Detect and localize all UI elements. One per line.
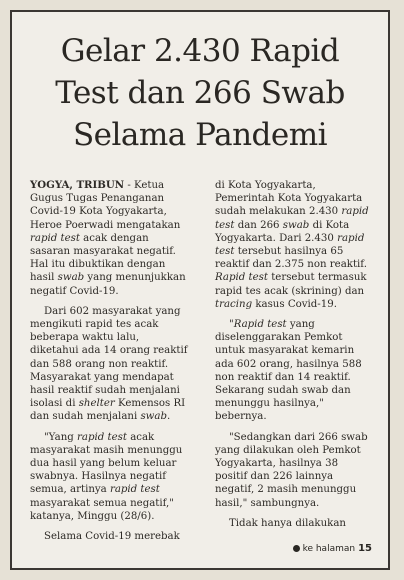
italic-term: rapid test [109,484,160,496]
italic-term: rapid test [30,232,80,244]
text-run: "Yang [44,431,78,443]
paragraph: Selama Covid-19 merebak [44,531,180,543]
dateline: YOGYA, TRIBUN [30,179,125,191]
paragraph [30,431,190,523]
paragraph [215,179,373,311]
paragraph [215,318,373,424]
italic-term: Rapid test [215,272,268,284]
bullet-icon [293,545,300,552]
article-column-right [215,179,373,530]
italic-term: tracing [215,298,253,310]
text-run: di Kota Yogyakarta. Dari 2.430 [215,219,350,244]
continuation-page-number: 15 [358,543,372,554]
text-run: Kemensos RI dan sudah menjalani [30,398,186,423]
paragraph [30,305,190,424]
text-run: tersebut hasilnya 65 reaktif dan 2.375 non reaktif. [215,246,367,271]
text-run: tersebut termasuk rapid tes acak (skrining) dan [215,272,367,297]
italic-term: Rapid test [233,319,287,331]
article-column-left [30,179,190,543]
text-run: dan 266 [234,219,283,231]
continuation-label: ke halaman [302,543,356,554]
headline-line-1: Gelar 2.430 Rapid [60,33,340,69]
italic-term: rapid test [77,431,127,443]
italic-term: swab [140,411,167,423]
text-run: " [229,319,234,331]
headline-line-3: Selama Pandemi [72,117,328,153]
text-run: di Kota Yogyakarta, Pemerintah Kota Yogyakarta sudah melakukan 2.430 [215,180,363,218]
text-run: - Ketua Gugus Tugas Penanganan Covid-19 Kota Yogyakarta, Heroe Poerwadi mengatakan [30,180,181,231]
text-run: masyarakat semua negatif," katanya, Minggu (28/6). [30,497,174,522]
paragraph: Tidak hanya dilakukan [229,517,346,529]
text-run: Dari 602 masyarakat yang mengikuti rapid tes acak beberapa waktu lalu, diketahui ada 14 orang reaktif dan 588 orang non reaktif. Masyarakat yang mendapat hasil reaktif sudah menjalani isolasi di [30,305,188,410]
paragraph: "Sedangkan dari 266 swab yang dilakukan oleh Pemkot Yogyakarta, hasilnya 38 positif dan 226 lainnya negatif, 2 masih menunggu hasil," sambungnya. [215,431,368,509]
text-run: acak masyarakat masih menunggu dua hasil yang belum keluar swabnya. Hasilnya negatif semua, artinya [30,431,183,496]
text-run: acak dengan sasaran masyarakat negatif. Hal itu dibuktikan dengan hasil [30,232,176,284]
headline-line-2: Test dan 266 Swab [55,75,345,111]
text-run: yang diselenggarakan Pemkot untuk masyarakat kemarin ada 602 orang, hasilnya 588 non reaktif dan 14 reaktif. Sekarang sudah swab dan menunggu hasilnya," bebernya. [215,319,362,423]
italic-term: shelter [78,398,115,410]
italic-term: swab [282,219,310,231]
continuation-link[interactable] [293,543,372,554]
paragraph [30,179,190,298]
italic-term: rapid test [215,206,369,231]
italic-term: swab [57,272,85,284]
italic-term: rapid test [215,232,365,258]
newspaper-clipping [10,10,390,570]
text-run: . [167,411,171,423]
headline [12,30,388,156]
text-run: yang menunjukkan negatif Covid-19. [30,272,186,297]
text-run: kasus Covid-19. [252,298,337,310]
